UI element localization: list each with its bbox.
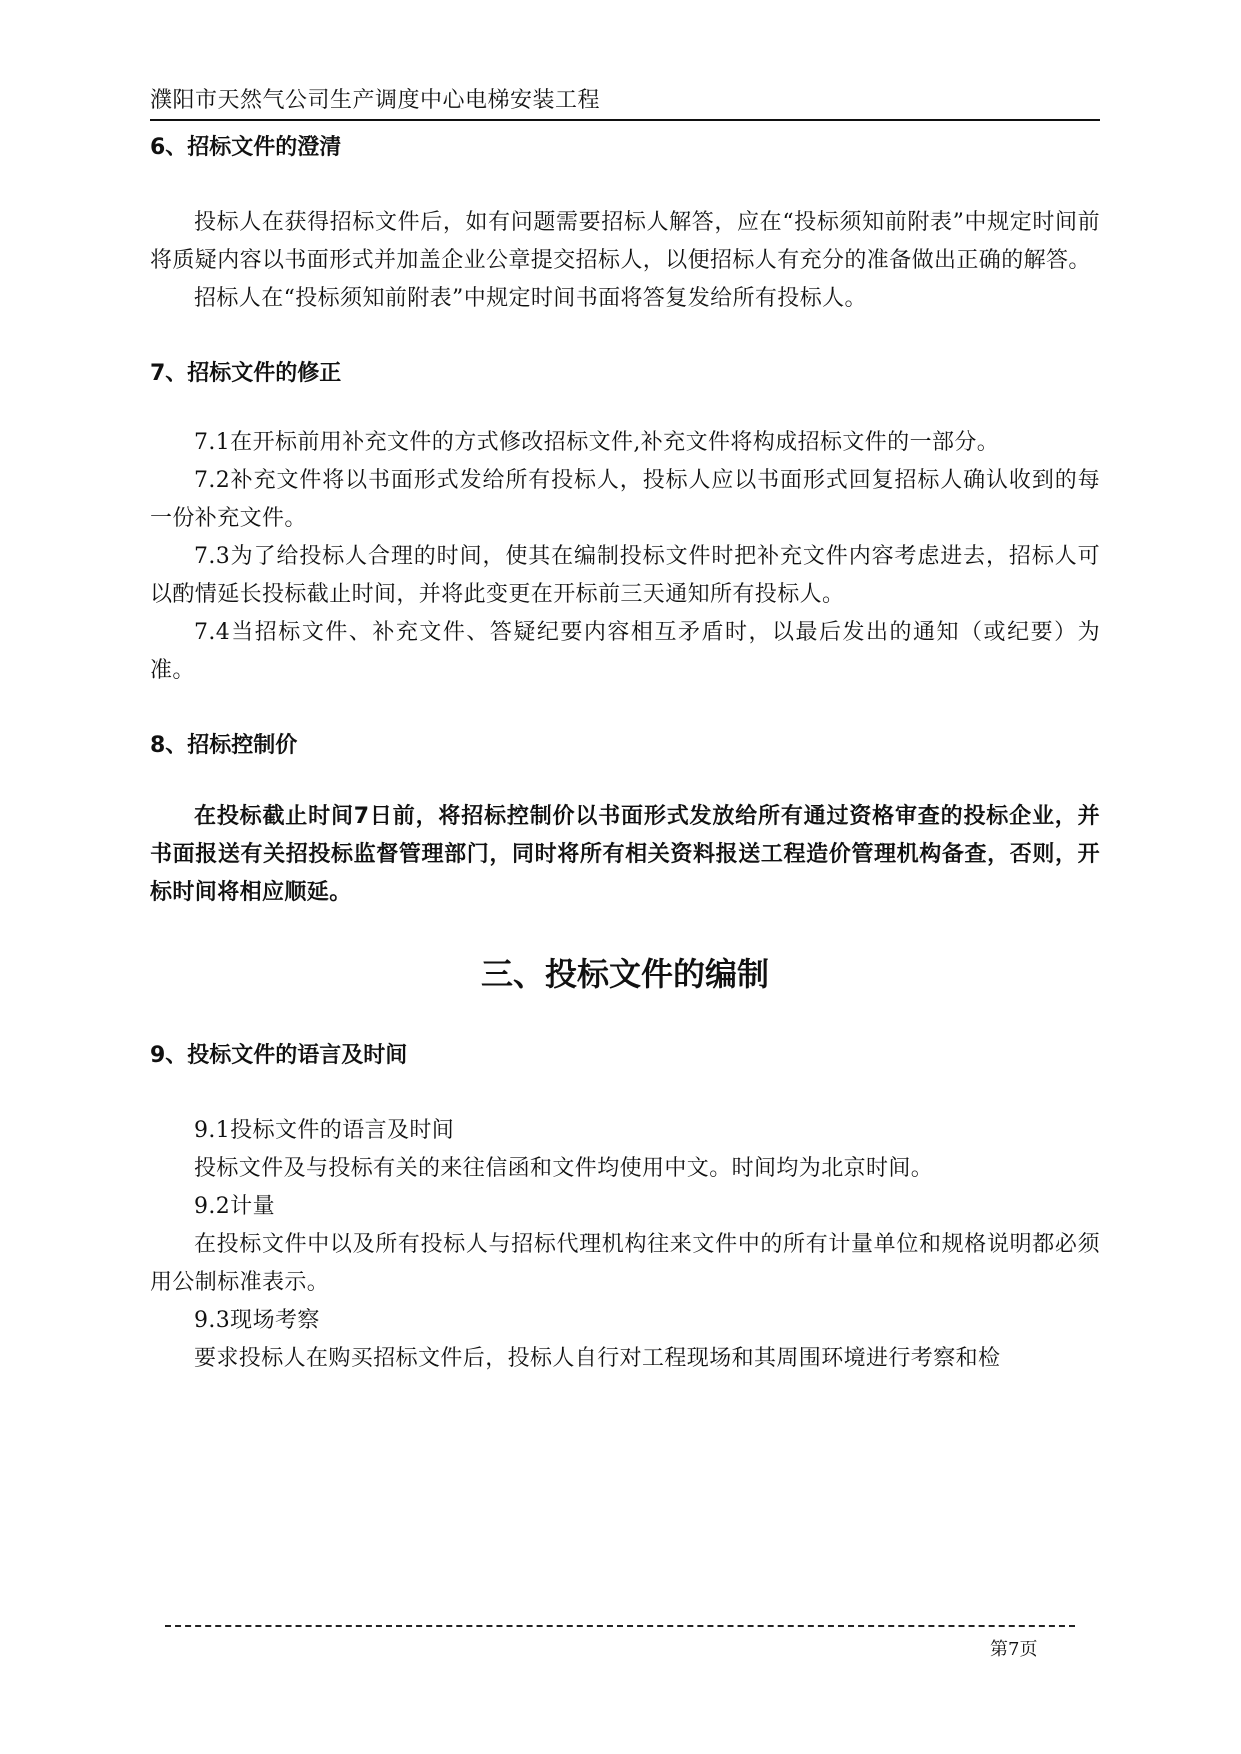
paragraph: 在投标文件中以及所有投标人与招标代理机构往来文件中的所有计量单位和规格说明都必须用公制标准表示。	[150, 1232, 1100, 1295]
running-header: 濮阳市天然气公司生产调度中心电梯安装工程	[150, 88, 601, 113]
paragraph: 投标人在获得招标文件后，如有问题需要招标人解答，应在“投标须知前附表”中规定时间前将质疑内容以书面形式并加盖企业公章提交招标人，以便招标人有充分的准备做出正确的解答。	[150, 210, 1100, 273]
header-rule	[150, 119, 1100, 121]
paragraph: 要求投标人在购买招标文件后，投标人自行对工程现场和其周围环境进行考察和检	[194, 1346, 1001, 1371]
paragraph: 7.4当招标文件、补充文件、答疑纪要内容相互矛盾时，以最后发出的通知（或纪要）为准。	[150, 620, 1100, 683]
paragraph: 9.1投标文件的语言及时间	[194, 1118, 455, 1143]
paragraph: 7.1在开标前用补充文件的方式修改招标文件,补充文件将构成招标文件的一部分。	[194, 430, 1000, 455]
page-content	[150, 130, 1100, 1378]
paragraph: 9.3现场考察	[194, 1308, 320, 1333]
paragraph: 7.3为了给投标人合理的时间，使其在编制投标文件时把补充文件内容考虑进去，招标人可以酌情延长投标截止时间，并将此变更在开标前三天通知所有投标人。	[150, 544, 1100, 607]
paragraph: 7.2补充文件将以书面形式发给所有投标人，投标人应以书面形式回复招标人确认收到的每一份补充文件。	[150, 468, 1100, 531]
paragraph: 9.2计量	[194, 1194, 275, 1219]
page-number: 第7页	[990, 1639, 1038, 1660]
chapter-title: 三、投标文件的编制	[480, 955, 769, 993]
section-title-8: 8、招标控制价	[150, 733, 298, 758]
section-title-9: 9、投标文件的语言及时间	[150, 1043, 408, 1068]
section-title-7: 7、招标文件的修正	[150, 361, 342, 386]
paragraph-bold: 在投标截止时间7日前，将招标控制价以书面形式发放给所有通过资格审查的投标企业，并书面报送有关招投标监督管理部门，同时将所有相关资料报送工程造价管理机构备查，否则，开标时间将相应顺延。	[150, 804, 1100, 905]
paragraph: 招标人在“投标须知前附表”中规定时间书面将答复发给所有投标人。	[194, 286, 867, 311]
section-title-6: 6、招标文件的澄清	[150, 135, 342, 160]
paragraph: 投标文件及与投标有关的来往信函和文件均使用中文。时间均为北京时间。	[194, 1156, 934, 1181]
footer-rule	[165, 1625, 1075, 1627]
